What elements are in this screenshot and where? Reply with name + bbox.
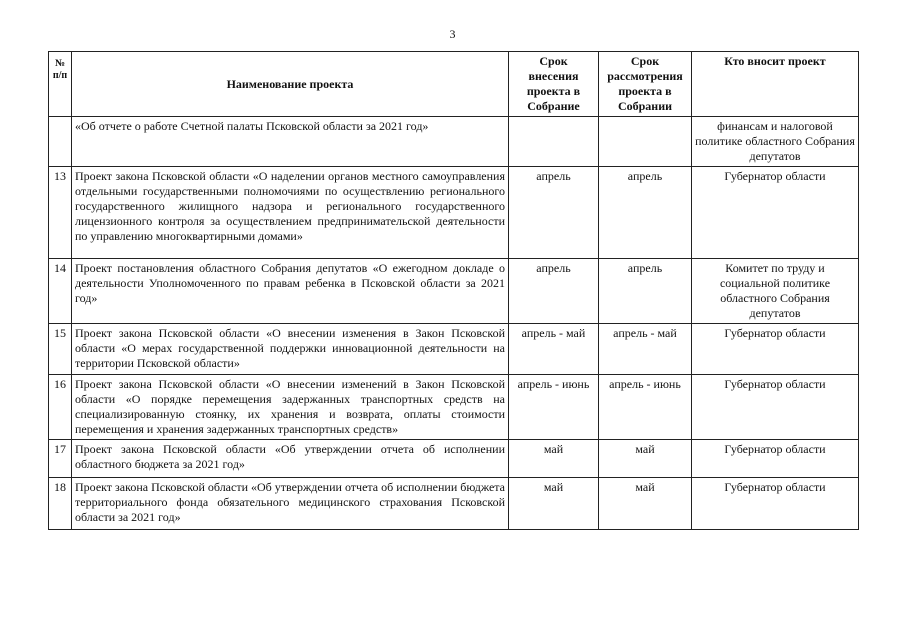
row-submit: май [509, 478, 599, 530]
row-review: апрель [599, 167, 692, 259]
row-who: Комитет по труду и социальной политике областного Собрания депутатов [692, 259, 859, 324]
table-row [49, 375, 859, 440]
header-who: Кто вносит проект [692, 52, 859, 117]
row-review: май [599, 478, 692, 530]
table-row [49, 167, 859, 259]
row-submit: апрель [509, 167, 599, 259]
row-review: апрель - май [599, 324, 692, 375]
row-title: Проект закона Псковской области «Об утверждении отчета об исполнении бюджета территориального фонда обязательного медицинского страхования Псковской области за 2021 год» [72, 478, 509, 530]
row-who: Губернатор области [692, 375, 859, 440]
row-review: апрель - июнь [599, 375, 692, 440]
row-title: «Об отчете о работе Счетной палаты Псковской области за 2021 год» [72, 117, 509, 167]
row-number: 13 [49, 167, 72, 259]
row-title: Проект закона Псковской области «О наделении органов местного самоуправления отдельными государственными полномочиями по осуществлению регионального государственного жилищного надзора и регионального государственного лицензионного контроля за осуществлением предпринимательской деятельности по управлению многоквартирными домами» [72, 167, 509, 259]
row-number: 15 [49, 324, 72, 375]
row-who: финансам и налоговой политике областного Собрания депутатов [692, 117, 859, 167]
header-name: Наименование проекта [72, 52, 509, 117]
row-submit: апрель - июнь [509, 375, 599, 440]
row-who: Губернатор области [692, 478, 859, 530]
row-number: 17 [49, 440, 72, 478]
row-title: Проект закона Псковской области «О внесении изменений в Закон Псковской области «О порядке перемещения задержанных транспортных средств на специализированную стоянку, их хранения и возврата, оплаты стоимости перемещения и хранения задержанных транспортных средств» [72, 375, 509, 440]
header-review: Срок рассмотрения проекта в Собрании [599, 52, 692, 117]
table-row [49, 478, 859, 530]
header-row [49, 52, 859, 117]
row-title: Проект постановления областного Собрания депутатов «О ежегодном докладе о деятельности Уполномоченного по правам ребенка в Псковской области за 2021 год» [72, 259, 509, 324]
row-number: 18 [49, 478, 72, 530]
row-title: Проект закона Псковской области «О внесении изменения в Закон Псковской области «О мерах государственной поддержки инновационной деятельности на территории Псковской области» [72, 324, 509, 375]
row-title: Проект закона Псковской области «Об утверждении отчета об исполнении областного бюджета за 2021 год» [72, 440, 509, 478]
table-row [49, 440, 859, 478]
table-row [49, 324, 859, 375]
plan-table [48, 51, 859, 530]
row-submit [509, 117, 599, 167]
header-submit: Срок внесения проекта в Собрание [509, 52, 599, 117]
row-submit: май [509, 440, 599, 478]
row-who: Губернатор области [692, 440, 859, 478]
row-number: 16 [49, 375, 72, 440]
row-review: апрель [599, 259, 692, 324]
row-who: Губернатор области [692, 324, 859, 375]
row-number [49, 117, 72, 167]
header-num: № п/п [49, 52, 72, 117]
row-review: май [599, 440, 692, 478]
row-submit: апрель - май [509, 324, 599, 375]
row-submit: апрель [509, 259, 599, 324]
row-review [599, 117, 692, 167]
page-number: 3 [449, 27, 456, 41]
row-who: Губернатор области [692, 167, 859, 259]
row-number: 14 [49, 259, 72, 324]
table-row [49, 259, 859, 324]
table-row [49, 117, 859, 167]
